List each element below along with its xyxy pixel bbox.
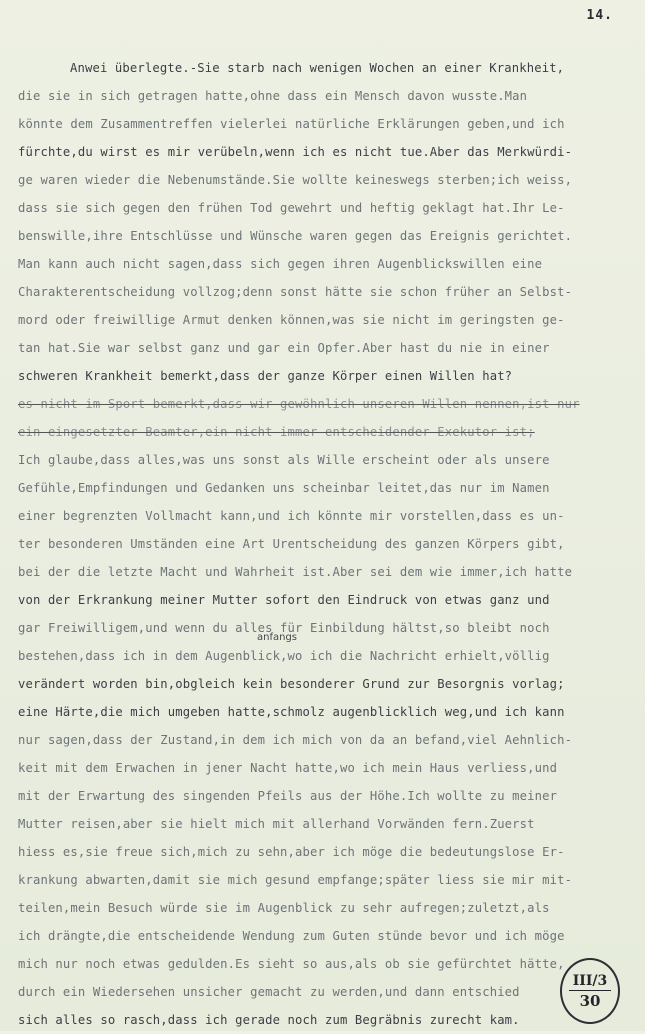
struck-text-line: es nicht im Sport bemerkt,dass wir gewöhnlich unseren Willen nennen,ist nur (18, 397, 580, 411)
text-line: teilen,mein Besuch würde sie im Augenblick zu sehr aufregen;zuletzt,als (18, 901, 550, 915)
typed-body-text (18, 54, 630, 1034)
text-line: Ich glaube,dass alles,was uns sonst als Wille erscheint oder als unsere (18, 453, 550, 467)
text-line: einer begrenzten Vollmacht kann,und ich könnte mir vorstellen,dass es un- (18, 509, 565, 523)
handwritten-insertion: anfangs (257, 632, 298, 643)
text-line: Charakterentscheidung vollzog;denn sonst hätte sie schon früher an Selbst- (18, 285, 573, 299)
text-line: mord oder freiwillige Armut denken können,was sie nicht im geringsten ge- (18, 313, 565, 327)
text-line: ich drängte,die entscheidende Wendung zum Guten stünde bevor und ich möge (18, 929, 565, 943)
text-line: nur sagen,dass der Zustand,in dem ich mich von da an befand,viel Aehnlich- (18, 733, 573, 747)
text-line: bei der die letzte Macht und Wahrheit ist.Aber sei dem wie immer,ich hatte (18, 565, 573, 579)
text-line: Man kann auch nicht sagen,dass sich gegen ihren Augenblickswillen eine (18, 257, 543, 271)
text-line: dass sie sich gegen den frühen Tod gewehrt und heftig geklagt hat.Ihr Le- (18, 201, 565, 215)
text-line: die sie in sich getragen hatte,ohne dass ein Mensch davon wusste.Man (18, 89, 528, 103)
struck-text-line: ein eingesetzter Beamter,ein nicht immer entscheidender Exekutor ist; (18, 425, 535, 439)
text-line: schweren Krankheit bemerkt,dass der ganze Körper einen Willen hat? (18, 369, 513, 383)
text-line: sich alles so rasch,dass ich gerade noch zum Begräbnis zurecht kam. (18, 1013, 520, 1027)
text-line: könnte dem Zusammentreffen vielerlei natürliche Erklärungen geben,und ich (18, 117, 565, 131)
text-line: mich nur noch etwas gedulden.Es sieht so aus,als ob sie gefürchtet hätte, (18, 957, 565, 971)
text-line: von der Erkrankung meiner Mutter sofort den Eindruck von etwas ganz und (18, 593, 550, 607)
archive-mark-bottom: 30 (579, 991, 601, 1010)
text-line: bestehen,dass ich in dem Augenblick,wo ich die Nachricht erhielt,völlig (18, 649, 550, 663)
text-line: eine Härte,die mich umgeben hatte,schmolz augenblicklich weg,und ich kann (18, 705, 565, 719)
text-line: benswille,ihre Entschlüsse und Wünsche waren gegen das Ereignis gerichtet. (18, 229, 573, 243)
text-line: fürchte,du wirst es mir verübeln,wenn ich es nicht tue.Aber das Merkwürdi- (18, 145, 573, 159)
text-line: keit mit dem Erwachen in jener Nacht hatte,wo ich mein Haus verliess,und (18, 761, 558, 775)
page-number: 14. (586, 8, 613, 23)
text-line: verändert worden bin,obgleich kein besonderer Grund zur Besorgnis vorlag; (18, 677, 565, 691)
text-line: gar Freiwilligem,und wenn du alles für Einbildung hältst,so bleibt noch (18, 621, 550, 635)
text-line: Mutter reisen,aber sie hielt mich mit allerhand Vorwänden fern.Zuerst (18, 817, 535, 831)
text-line: hiess es,sie freue sich,mich zu sehn,aber ich möge die bedeutungslose Er- (18, 845, 565, 859)
text-line: krankung abwarten,damit sie mich gesund empfange;später liess sie mir mit- (18, 873, 573, 887)
archive-stamp (560, 958, 620, 1024)
text-line: ter besonderen Umständen eine Art Urentscheidung des ganzen Körpers gibt, (18, 537, 565, 551)
text-line: tan hat.Sie war selbst ganz und gar ein Opfer.Aber hast du nie in einer (18, 341, 550, 355)
text-line: mit der Erwartung des singenden Pfeils aus der Höhe.Ich wollte zu meiner (18, 789, 558, 803)
text-line: ge waren wieder die Nebenumstände.Sie wollte keineswegs sterben;ich weiss, (18, 173, 573, 187)
text-line: Anwei überlegte.-Sie starb nach wenigen Wochen an einer Krankheit, (70, 61, 565, 75)
archive-mark-top: III/3 (569, 972, 612, 991)
text-line: Gefühle,Empfindungen und Gedanken uns scheinbar leitet,das nur im Namen (18, 481, 550, 495)
text-line: durch ein Wiedersehen unsicher gemacht zu werden,und dann entschied (18, 985, 520, 999)
